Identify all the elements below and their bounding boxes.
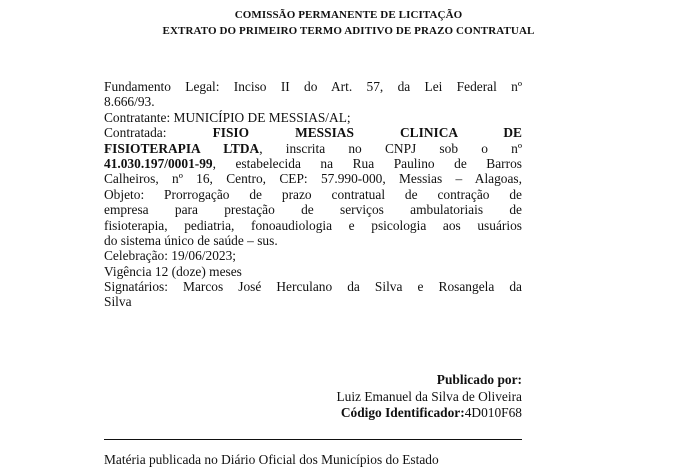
contracting-party: Contratante: MUNICÍPIO DE MESSIAS/AL; [104,109,351,125]
legal-basis-line-1: Fundamento Legal: Inciso II do Art. 57, da Lei Federal nº [104,79,522,94]
publication-note: Matéria publicada no Diário Oficial dos Municípios do Estado [104,452,439,467]
published-by-label: Publicado por: [436,372,522,387]
identifier-code-label: Código Identificador: [340,405,465,420]
object-line-3: fisioterapia, pediatria, fonoaudiologia e psicologia aos usuários [104,217,522,233]
object-line-1: Objeto: Prorrogação de prazo contratual de contração de [104,186,522,202]
contracted-line-3 [104,156,522,171]
section-divider [104,439,522,440]
validity-period: Vigência 12 (doze) meses [104,263,242,279]
legal-basis-line-2: 8.666/93. [104,94,155,110]
signatories-line-1: Signatários: Marcos José Herculano da Silva e Rosangela da [104,279,522,295]
extract-title: EXTRATO DO PRIMEIRO TERMO ADITIVO DE PRAZO CONTRATUAL [162,25,535,37]
address-part-1: , estabelecida na Rua Paulino de Barros [212,155,522,171]
cnpj-intro: , inscrita no CNPJ sob o nº [259,140,522,156]
committee-title: COMISSÃO PERMANENTE DE LICITAÇÃO [234,9,463,21]
object-line-4: do sistema único de saúde – sus. [104,232,278,248]
signatories-line-2: Silva [104,294,132,310]
identifier-code-value: 4D010F68 [464,405,522,420]
contracted-line-2 [104,141,522,156]
contracted-label: Contratada: [104,125,167,141]
contracted-line-1 [104,125,522,140]
extract-body [104,79,522,310]
cnpj-number: 41.030.197/0001-99 [104,155,213,171]
celebration-date: Celebração: 19/06/2023; [104,248,237,264]
object-line-2: empresa para prestação de serviços ambulatoriais de [104,202,522,218]
identifier-code [341,405,522,421]
contracted-name-part-1: FISIO MESSIAS CLINICA DE [212,125,522,141]
address-line-2: Calheiros, nº 16, Centro, CEP: 57.990-000, Messias – Alagoas, [104,171,522,187]
publisher-name: Luiz Emanuel da Silva de Oliveira [336,389,522,404]
contracted-name-part-2: FISIOTERAPIA LTDA [104,140,260,156]
